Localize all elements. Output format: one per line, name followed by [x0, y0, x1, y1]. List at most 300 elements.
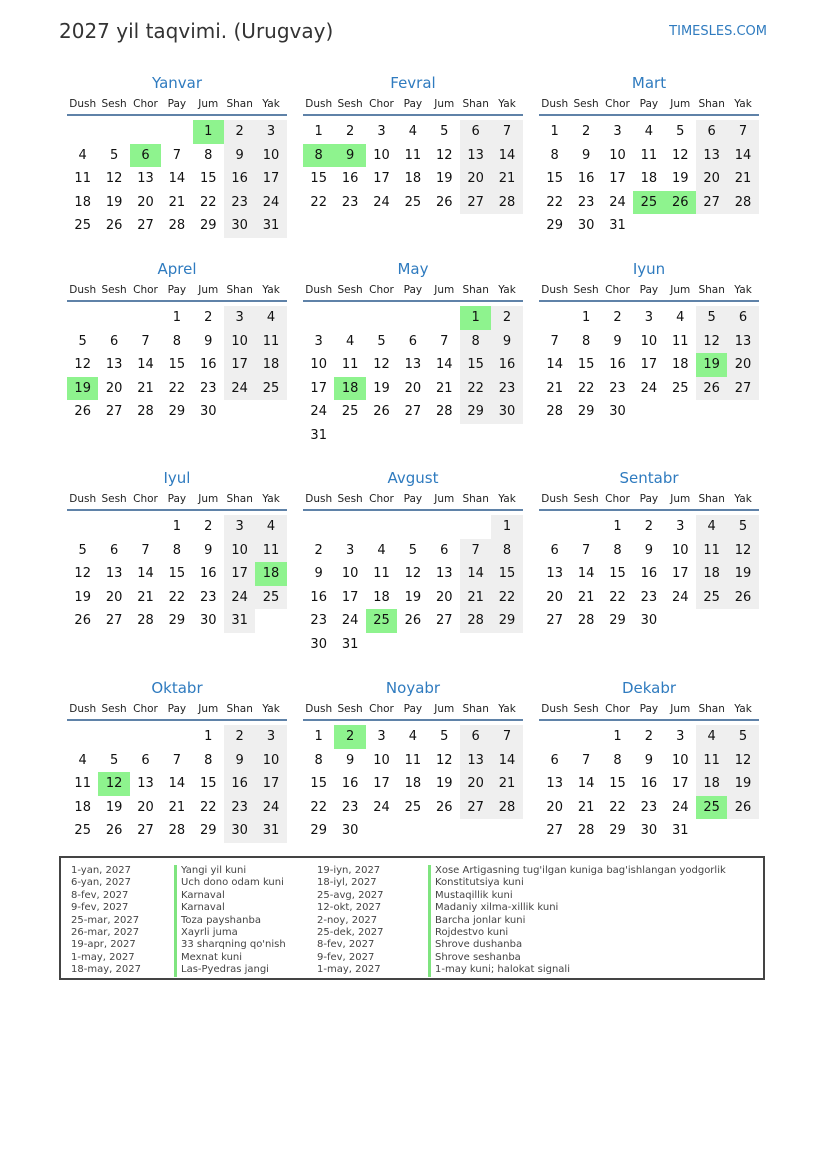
legend-right-dates [317, 865, 384, 977]
empty-cell [539, 515, 570, 539]
weekday-label: Shan [226, 703, 253, 715]
day-cell: 25 [255, 377, 286, 401]
holiday-day: 8 [303, 144, 334, 168]
weekday-label: Yak [262, 284, 280, 296]
day-cell: 26 [74, 613, 91, 629]
day-cell: 28 [727, 191, 758, 215]
week-row [67, 330, 287, 354]
day-cell: 24 [671, 799, 689, 815]
site-link[interactable]: TIMESLES.COM [669, 24, 767, 39]
day-cell: 23 [341, 194, 359, 210]
weekday-header [539, 699, 759, 721]
day-cell: 14 [137, 566, 154, 582]
day-cell: 24 [373, 194, 390, 210]
day-cell: 13 [137, 776, 154, 792]
empty-cell [67, 306, 98, 330]
month-block [67, 258, 287, 424]
weekday-label: Shan [226, 284, 253, 296]
day-cell: 27 [727, 377, 758, 401]
day-cell: 14 [460, 562, 491, 586]
day-cell: 15 [168, 566, 186, 582]
month-name: Fevral [390, 74, 436, 92]
month-name: Iyun [632, 260, 666, 278]
weekday-label: Dush [69, 98, 97, 110]
weekday-label: Dush [305, 284, 333, 296]
week-row [67, 586, 287, 610]
day-cell: 8 [491, 539, 522, 563]
day-cell: 16 [224, 167, 255, 191]
day-cell: 28 [491, 796, 522, 820]
day-cell: 25 [671, 380, 689, 396]
day-cell: 11 [255, 330, 286, 354]
day-cell: 17 [373, 776, 390, 792]
day-cell: 24 [671, 589, 689, 605]
weekday-label: Yak [262, 493, 280, 505]
day-cell: 31 [310, 427, 327, 443]
day-cell: 13 [404, 357, 422, 373]
day-cell: 19 [74, 589, 91, 605]
day-cell: 1 [314, 729, 323, 744]
day-cell: 28 [435, 404, 453, 420]
week-row [539, 377, 759, 401]
empty-cell [366, 306, 397, 330]
weekday-label: Dush [541, 493, 569, 505]
day-cell: 14 [577, 776, 595, 792]
day-cell: 7 [440, 333, 449, 349]
legend-date: 19-apr, 2027 [71, 939, 136, 951]
day-cell: 6 [109, 542, 119, 558]
day-cell: 3 [255, 120, 286, 144]
page-title: 2027 yil taqvimi. (Urugvay) [59, 19, 334, 43]
day-cell: 28 [577, 823, 595, 839]
weekday-label: Jum [198, 98, 219, 110]
week-row [303, 819, 523, 843]
day-cell: 5 [440, 729, 449, 744]
weekday-label: Dush [305, 493, 333, 505]
day-cell: 8 [172, 542, 181, 558]
month-block [67, 677, 287, 843]
legend-date: 25-mar, 2027 [71, 914, 140, 926]
day-cell: 11 [696, 539, 727, 563]
legend-holiday-name: Xose Artigasning tug'ilgan kuniga bag'ishlangan yodgorlik [428, 865, 726, 877]
day-cell: 9 [581, 147, 591, 163]
empty-cell [130, 515, 161, 539]
day-cell: 19 [105, 799, 123, 815]
day-cell: 10 [255, 144, 286, 168]
day-cell: 11 [373, 566, 390, 582]
weekday-label: Sesh [337, 98, 363, 110]
weekday-label: Dush [69, 493, 97, 505]
month-name: Dekabr [621, 679, 677, 697]
day-cell: 17 [224, 562, 255, 586]
day-cell: 22 [168, 589, 186, 605]
day-cell: 26 [105, 218, 123, 234]
day-cell: 22 [577, 380, 595, 396]
day-cell: 4 [255, 515, 286, 539]
day-cell: 7 [460, 539, 491, 563]
day-cell: 30 [609, 404, 626, 420]
day-cell: 31 [255, 819, 286, 843]
week-row [303, 400, 523, 424]
day-cell: 22 [609, 799, 626, 815]
day-cell: 20 [696, 167, 727, 191]
week-row [303, 633, 523, 657]
day-cell: 19 [671, 171, 689, 187]
empty-cell [429, 515, 460, 539]
day-cell: 9 [224, 144, 255, 168]
day-cell: 7 [141, 333, 150, 349]
weekday-label: Jum [670, 284, 691, 296]
day-cell: 4 [78, 752, 87, 768]
week-row [539, 539, 759, 563]
legend-holiday-name: Barcha jonlar kuni [428, 915, 726, 927]
weekday-label: Yak [734, 703, 752, 715]
day-cell: 21 [137, 589, 154, 605]
day-cell: 8 [204, 147, 213, 163]
day-cell: 16 [640, 566, 658, 582]
day-cell: 2 [314, 542, 323, 558]
week-row [539, 819, 759, 843]
day-cell: 16 [199, 566, 217, 582]
day-cell: 12 [696, 330, 727, 354]
day-cell: 9 [644, 542, 653, 558]
day-cell: 30 [224, 214, 255, 238]
day-cell: 1 [581, 310, 591, 325]
weekday-label: Dush [305, 703, 333, 715]
empty-cell [460, 515, 491, 539]
legend-holiday-name: Rojdestvo kuni [428, 927, 726, 939]
weekday-label: Dush [541, 98, 569, 110]
day-cell: 29 [199, 823, 217, 839]
day-cell: 13 [105, 357, 123, 373]
day-cell: 17 [341, 589, 359, 605]
legend-date: 26-mar, 2027 [71, 926, 140, 938]
weekday-label: Shan [462, 98, 489, 110]
weekday-label: Chor [605, 284, 630, 296]
day-cell: 3 [676, 519, 685, 534]
day-cell: 30 [310, 636, 327, 652]
day-cell: 27 [137, 218, 154, 234]
week-row [67, 609, 287, 633]
day-cell: 3 [377, 124, 386, 139]
weekday-label: Sesh [573, 703, 599, 715]
day-cell: 8 [550, 147, 559, 163]
day-cell: 30 [640, 823, 658, 839]
week-row [539, 725, 759, 749]
day-cell: 25 [255, 586, 286, 610]
day-cell: 14 [546, 357, 563, 373]
legend-left-names [174, 865, 286, 977]
day-cell: 15 [460, 353, 491, 377]
month-block [303, 258, 523, 448]
day-cell: 23 [224, 191, 255, 215]
weekday-label: Jum [434, 703, 455, 715]
day-cell: 3 [224, 306, 255, 330]
legend-holiday-name: Karnaval [174, 890, 286, 902]
weekday-header [539, 280, 759, 302]
legend-holiday-name: Xayrli juma [174, 927, 286, 939]
weekday-label: Sesh [573, 493, 599, 505]
weekday-label: Sesh [337, 493, 363, 505]
day-cell: 1 [172, 519, 181, 534]
day-cell: 31 [671, 823, 689, 839]
day-cell: 16 [491, 353, 522, 377]
legend-date: 6-yan, 2027 [71, 877, 131, 889]
day-cell: 21 [727, 167, 758, 191]
day-cell: 10 [373, 147, 390, 163]
empty-cell [161, 120, 192, 144]
legend-holiday-name: Shrove dushanba [428, 939, 726, 951]
legend-holiday-name: 33 sharqning qo'nish [174, 939, 286, 951]
day-cell: 24 [224, 377, 255, 401]
day-cell: 25 [74, 823, 91, 839]
week-row [67, 120, 287, 144]
day-cell: 15 [168, 357, 186, 373]
day-cell: 24 [224, 586, 255, 610]
empty-cell [397, 306, 428, 330]
day-cell: 26 [696, 377, 727, 401]
weekday-label: Chor [133, 703, 158, 715]
day-cell: 13 [460, 749, 491, 773]
day-cell: 6 [550, 542, 559, 558]
day-cell: 16 [640, 776, 658, 792]
week-row [303, 796, 523, 820]
day-cell: 16 [609, 357, 626, 373]
day-cell: 23 [640, 589, 658, 605]
day-cell: 21 [546, 380, 563, 396]
weekday-label: Shan [462, 493, 489, 505]
weekday-label: Pay [167, 703, 187, 715]
day-cell: 21 [577, 589, 595, 605]
week-row [67, 796, 287, 820]
legend-right-names [428, 865, 726, 977]
empty-cell [98, 515, 129, 539]
weekday-label: Shan [698, 284, 725, 296]
weekday-label: Yak [498, 493, 516, 505]
day-cell: 27 [546, 823, 563, 839]
week-row [67, 400, 287, 424]
day-cell: 14 [137, 357, 154, 373]
holiday-day: 12 [98, 772, 129, 796]
day-cell: 15 [609, 566, 626, 582]
day-cell: 26 [373, 404, 390, 420]
day-cell: 28 [168, 218, 186, 234]
day-cell: 22 [491, 586, 522, 610]
week-row [67, 144, 287, 168]
day-cell: 11 [696, 749, 727, 773]
day-cell: 24 [373, 799, 390, 815]
day-cell: 23 [199, 380, 217, 396]
day-cell: 11 [404, 752, 422, 768]
day-cell: 12 [74, 357, 91, 373]
day-cell: 7 [172, 752, 181, 768]
day-cell: 23 [577, 194, 595, 210]
day-cell: 6 [460, 120, 491, 144]
day-cell: 14 [577, 566, 595, 582]
day-cell: 4 [377, 542, 386, 558]
day-cell: 13 [546, 776, 563, 792]
day-cell: 28 [168, 823, 186, 839]
week-row [539, 353, 759, 377]
day-cell: 23 [609, 380, 626, 396]
day-cell: 4 [345, 333, 355, 349]
day-cell: 27 [137, 823, 154, 839]
day-cell: 13 [696, 144, 727, 168]
week-row [67, 772, 287, 796]
weekday-label: Shan [226, 98, 253, 110]
week-row [303, 515, 523, 539]
day-cell: 25 [341, 404, 359, 420]
day-cell: 1 [613, 519, 622, 534]
day-cell: 17 [609, 171, 626, 187]
week-row [303, 725, 523, 749]
day-cell: 22 [310, 194, 327, 210]
day-cell: 24 [255, 191, 286, 215]
month-name: Oktabr [151, 679, 203, 697]
weekday-label: Chor [133, 493, 158, 505]
day-cell: 20 [137, 194, 154, 210]
week-row [303, 330, 523, 354]
day-cell: 14 [168, 776, 186, 792]
day-cell: 29 [168, 404, 186, 420]
month-block [67, 72, 287, 238]
day-cell: 3 [255, 725, 286, 749]
legend-date: 25-avg, 2027 [317, 889, 384, 901]
legend-date: 25-dek, 2027 [317, 926, 384, 938]
legend-holiday-name: Las-Pyedras jangi [174, 964, 286, 976]
day-cell: 22 [199, 799, 217, 815]
day-cell: 18 [74, 799, 91, 815]
day-cell: 18 [696, 772, 727, 796]
week-row [539, 796, 759, 820]
day-cell: 23 [640, 799, 658, 815]
legend-date: 9-fev, 2027 [71, 902, 129, 914]
day-cell: 22 [546, 194, 563, 210]
day-cell: 18 [671, 357, 689, 373]
weekday-label: Dush [541, 703, 569, 715]
week-row [539, 214, 759, 238]
day-cell: 2 [613, 310, 622, 325]
day-cell: 23 [224, 796, 255, 820]
day-cell: 20 [546, 589, 563, 605]
day-cell: 31 [224, 609, 255, 633]
day-cell: 17 [255, 167, 286, 191]
month-name: Iyul [163, 469, 191, 487]
holiday-day: 25 [633, 191, 664, 215]
day-cell: 11 [640, 147, 658, 163]
day-cell: 15 [199, 776, 217, 792]
week-row [303, 749, 523, 773]
day-cell: 16 [310, 589, 327, 605]
day-cell: 18 [373, 589, 390, 605]
holiday-day: 1 [193, 120, 224, 144]
week-row [67, 539, 287, 563]
weekday-label: Sesh [573, 98, 599, 110]
day-cell: 29 [460, 400, 491, 424]
day-cell: 24 [255, 796, 286, 820]
empty-cell [303, 515, 334, 539]
day-cell: 28 [577, 613, 595, 629]
holiday-day: 6 [130, 144, 161, 168]
day-cell: 10 [341, 566, 359, 582]
day-cell: 5 [727, 725, 758, 749]
day-cell: 9 [204, 333, 213, 349]
day-cell: 19 [404, 589, 422, 605]
day-cell: 23 [491, 377, 522, 401]
legend-date: 12-okt, 2027 [317, 902, 382, 914]
day-cell: 31 [609, 218, 626, 234]
empty-cell [303, 306, 334, 330]
day-cell: 10 [671, 752, 689, 768]
day-cell: 4 [696, 725, 727, 749]
day-cell: 19 [435, 171, 453, 187]
holiday-day: 26 [665, 191, 696, 215]
weekday-label: Pay [403, 493, 423, 505]
day-cell: 29 [310, 823, 327, 839]
weekday-label: Jum [434, 493, 455, 505]
weekday-label: Jum [670, 493, 691, 505]
day-cell: 12 [105, 171, 123, 187]
day-cell: 20 [546, 799, 563, 815]
day-cell: 3 [377, 729, 386, 744]
day-cell: 6 [696, 120, 727, 144]
day-cell: 2 [345, 124, 355, 139]
week-row [539, 400, 759, 424]
day-cell: 13 [137, 171, 154, 187]
day-cell: 4 [255, 306, 286, 330]
week-row [67, 749, 287, 773]
day-cell: 18 [255, 353, 286, 377]
month-name: Aprel [157, 260, 197, 278]
empty-cell [98, 120, 129, 144]
day-cell: 26 [105, 823, 123, 839]
day-cell: 21 [435, 380, 453, 396]
week-row [67, 562, 287, 586]
weekday-label: Chor [133, 98, 158, 110]
day-cell: 10 [224, 539, 255, 563]
day-cell: 18 [640, 171, 658, 187]
day-cell: 1 [550, 124, 559, 139]
legend-holiday-name: Karnaval [174, 902, 286, 914]
weekday-label: Shan [698, 703, 725, 715]
day-cell: 11 [671, 333, 689, 349]
day-cell: 1 [204, 729, 213, 744]
day-cell: 3 [613, 124, 622, 139]
day-cell: 16 [224, 772, 255, 796]
day-cell: 12 [727, 539, 758, 563]
day-cell: 12 [74, 566, 91, 582]
weekday-header [303, 699, 523, 721]
day-cell: 5 [78, 542, 87, 558]
weekday-label: Pay [167, 284, 187, 296]
day-cell: 15 [199, 171, 217, 187]
day-cell: 2 [204, 519, 213, 534]
holiday-day: 25 [696, 796, 727, 820]
day-cell: 27 [460, 796, 491, 820]
day-cell: 9 [224, 749, 255, 773]
day-cell: 18 [404, 171, 422, 187]
weekday-label: Yak [498, 284, 516, 296]
day-cell: 29 [609, 613, 626, 629]
weekday-label: Yak [498, 98, 516, 110]
week-row [303, 353, 523, 377]
weekday-label: Chor [605, 703, 630, 715]
week-row [303, 609, 523, 633]
day-cell: 21 [577, 799, 595, 815]
week-row [303, 377, 523, 401]
day-cell: 26 [404, 613, 422, 629]
weekday-label: Sesh [101, 98, 127, 110]
